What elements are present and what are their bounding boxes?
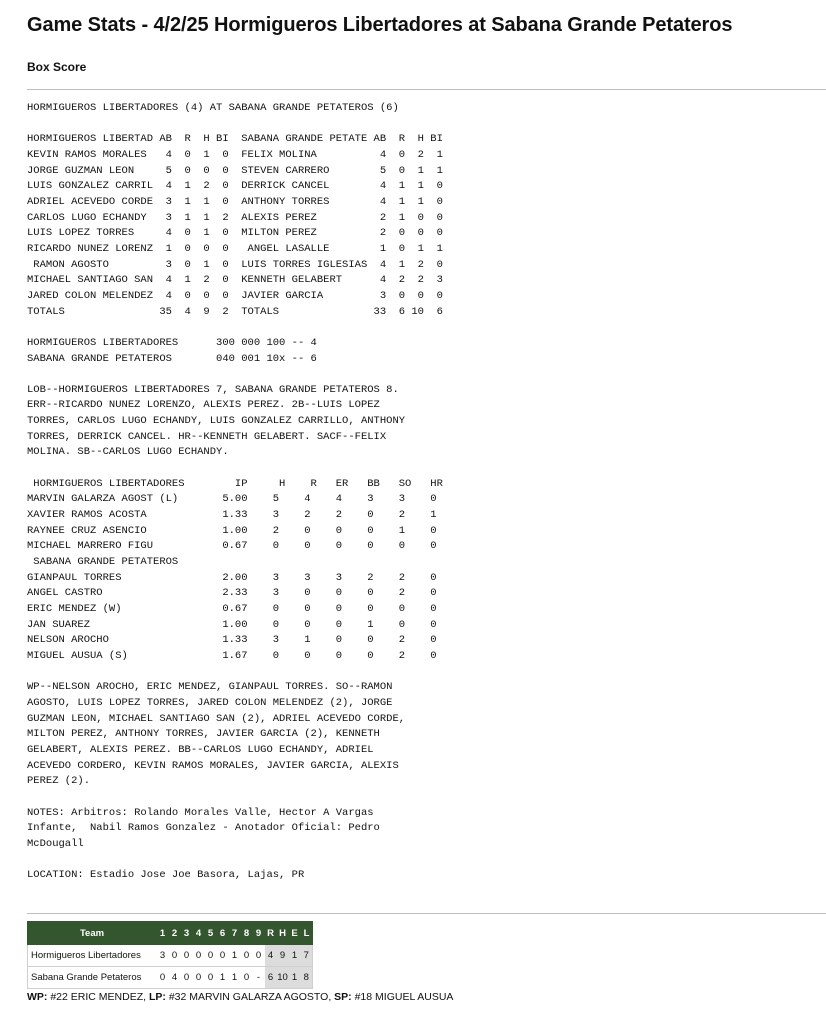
lp-label: LP: [148,991,166,1003]
inning-score: 0 [181,967,193,989]
table-row [28,967,313,989]
inning-score: 0 [169,945,181,967]
inning-2-header: 2 [169,922,181,945]
inning-score: 0 [205,967,217,989]
linescore-table [27,921,313,989]
inning-score: 0 [253,945,265,967]
save-pitcher: #18 MIGUEL AUSUA [354,991,454,1003]
inning-score: 0 [241,945,253,967]
total-hits: 9 [277,945,289,967]
total-errors: 1 [289,967,301,989]
total-errors: 1 [289,945,301,967]
sp-label: SP: [334,991,352,1003]
runs-header: R [265,922,277,945]
inning-score: 0 [217,945,229,967]
inning-score: 1 [217,967,229,989]
bottom-divider [27,913,826,914]
inning-score: 0 [241,967,253,989]
box-score-heading: Box Score [27,60,87,74]
pitcher-decisions [27,991,453,1003]
inning-score: - [253,967,265,989]
total-lob: 8 [301,967,313,989]
inning-score: 0 [205,945,217,967]
losing-pitcher: #32 MARVIN GALARZA AGOSTO, [168,991,332,1003]
page-title: Game Stats - 4/2/25 Hormigueros Libertadores at Sabana Grande Petateros [27,14,733,36]
winning-pitcher: #22 ERIC MENDEZ, [50,991,147,1003]
total-lob: 7 [301,945,313,967]
errors-header: E [289,922,301,945]
inning-4-header: 4 [193,922,205,945]
box-score-text: HORMIGUEROS LIBERTADORES (4) AT SABANA GRANDE PETATEROS (6) HORMIGUEROS LIBERTAD AB R H BI SABANA GRANDE PETATE AB R H BI KEVIN RAMOS MORALES 4 0 1 0 FELIX MOLINA 4 0 2 1 JORGE GUZMAN LEON 5 0 0 0 STEVEN CARRERO 5 0 1 1 LUIS GONZALEZ CARRIL 4 1 2 0 DERRICK CANCEL 4 1 1 0 ADRIEL ACEVEDO CORDE 3 1 1 0 ANTHONY TORRES 4 1 1 0 CARLOS LUGO ECHANDY 3 1 1 2 ALEXIS PEREZ 2 1 0 0 LUIS LOPEZ TORRES 4 0 1 0 MILTON PEREZ 2 0 0 0 RICARDO NUNEZ LORENZ 1 0 0 0 ANGEL LASALLE 1 0 1 1 RAMON AGOSTO 3 0 1 0 LUIS TORRES IGLESIAS 4 1 2 0 MICHAEL SANTIAGO SAN 4 1 2 0 KENNETH GELABERT 4 2 2 3 JARED COLON MELENDEZ 4 0 0 0 JAVIER GARCIA 3 0 0 0 TOTALS 35 4 9 2 TOTALS 33 6 10 6 HORMIGUEROS LIBERTADORES 300 000 100 -- 4 SABANA GRANDE PETATEROS 040 001 10x -- 6 LOB--HORMIGUEROS LIBERTADORES 7, SABANA GRANDE PETATEROS 8. ERR--RICARDO NUNEZ LORENZO, ALEXIS PEREZ. 2B--LUIS LOPEZ TORRES, CARLOS LUGO ECHANDY, LUIS GONZALEZ CARRILLO, ANTHONY TORRES, DERRICK CANCEL. HR--KENNETH GELABERT. SACF--FELIX MOLINA. SB--CARLOS LUGO ECHANDY. HORMIGUEROS LIBERTADORES IP H R ER BB SO HR MARVIN GALARZA AGOST (L) 5.00 5 4 4 3 3 0 XAVIER RAMOS ACOSTA 1.33 3 2 2 0 2 1 RAYNEE CRUZ ASENCIO 1.00 2 0 0 0 1 0 MICHAEL MARRERO FIGU 0.67 0 0 0 0 0 0 SABANA GRANDE PETATEROS GIANPAUL TORRES 2.00 3 3 3 2 2 0 ANGEL CASTRO 2.33 3 0 0 0 2 0 ERIC MENDEZ (W) 0.67 0 0 0 0 0 0 JAN SUAREZ 1.00 0 0 0 1 0 0 NELSON AROCHO 1.33 3 1 0 0 2 0 MIGUEL AUSUA (S) 1.67 0 0 0 0 2 0 WP--NELSON AROCHO, ERIC MENDEZ, GIANPAUL TORRES. SO--RAMON AGOSTO, LUIS LOPEZ TORRES, JARED COLON MELENDEZ (2), JORGE GUZMAN LEON, MICHAEL SANTIAGO SAN (2), ADRIEL ACEVEDO CORDE, MILTON PEREZ, ANTHONY TORRES, JAVIER GARCIA (2), KENNETH GELABERT, ALEXIS PEREZ. BB--CARLOS LUGO ECHANDY, ADRIEL ACEVEDO CORDERO, KEVIN RAMOS MORALES, JAVIER GARCIA, ALEXIS PEREZ (2). NOTES: Arbitros: Rolando Morales Valle, Hector A Vargas Infante, Nabil Ramos Gonzalez - Anotador Oficial: Pedro McDougall LOCATION: Estadio Jose Joe Basora, Lajas, PR [27,102,443,882]
inning-1-header: 1 [157,922,169,945]
wp-label: WP: [27,991,48,1003]
inning-3-header: 3 [181,922,193,945]
inning-score: 1 [229,945,241,967]
total-runs: 6 [265,967,277,989]
team-name: Sabana Grande Petateros [28,967,157,989]
team-column-header: Team [28,922,157,945]
team-name: Hormigueros Libertadores [28,945,157,967]
inning-score: 0 [193,945,205,967]
inning-8-header: 8 [241,922,253,945]
inning-score: 3 [157,945,169,967]
inning-6-header: 6 [217,922,229,945]
inning-score: 4 [169,967,181,989]
inning-9-header: 9 [253,922,265,945]
linescore-header-row [28,922,313,945]
lob-header: L [301,922,313,945]
table-row [28,945,313,967]
inning-score: 1 [229,967,241,989]
total-runs: 4 [265,945,277,967]
inning-score: 0 [193,967,205,989]
hits-header: H [277,922,289,945]
inning-score: 0 [181,945,193,967]
inning-5-header: 5 [205,922,217,945]
total-hits: 10 [277,967,289,989]
top-divider [27,89,826,90]
inning-7-header: 7 [229,922,241,945]
inning-score: 0 [157,967,169,989]
